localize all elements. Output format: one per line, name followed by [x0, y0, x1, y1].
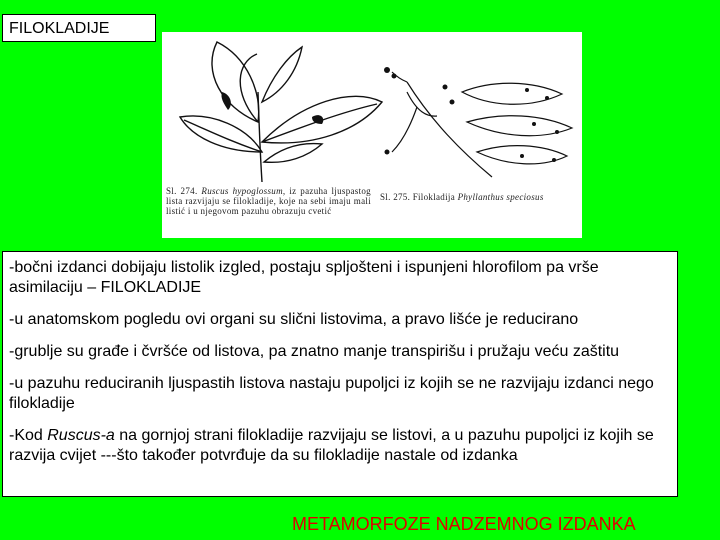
phyllanthus-stem — [407, 82, 492, 177]
paragraph-4: -u pazuhu reduciranih ljuspastih listova nastaju pupoljci iz kojih se ne razvijaju izdanci nego filokladije — [9, 375, 654, 412]
content-text-box — [2, 251, 678, 497]
ruscus-leaf-upper-left — [212, 42, 259, 122]
figure-caption-ruscus: Sl. 274. Ruscus hypoglossum, iz pazuha ljuspastog lista razvijaju se filokladije, koje na sebi imaju mali listić i u njegovom pazuhu obrazuju cvetić — [166, 186, 371, 216]
paragraph-3: -grublje su građe i čvršće od listova, pa znatno manje transpirišu i pružaju veću zaštitu — [9, 343, 620, 360]
paragraph-1: -bočni izdanci dobijaju listolik izgled, postaju spljošteni i ispunjeni hlorofilom pa vrše asimilaciju – FILOKLADIJE — [9, 259, 599, 296]
botanical-figure — [162, 32, 582, 238]
paragraph-2: -u anatomskom pogledu ovi organi su slični listovima, a pravo lišće je reducirano — [9, 311, 579, 328]
slide-title: FILOKLADIJE — [2, 14, 156, 42]
phyllanthus-leaf-1 — [462, 83, 562, 104]
figure-caption-phyllanthus: Sl. 275. Filokladija Phyllanthus speciosus — [380, 192, 544, 202]
paragraph-5: -Kod Ruscus-a na gornjoj strani filokladije razvijaju se listovi, a u pazuhu pupoljci iz kojih se razvija cvijet ---što također potvrđuje da su filokladije nastale od izdanka — [9, 427, 654, 464]
footer-heading: METAMORFOZE NADZEMNOG IZDANKA — [292, 514, 636, 534]
ruscus-leaf-left — [180, 116, 262, 152]
